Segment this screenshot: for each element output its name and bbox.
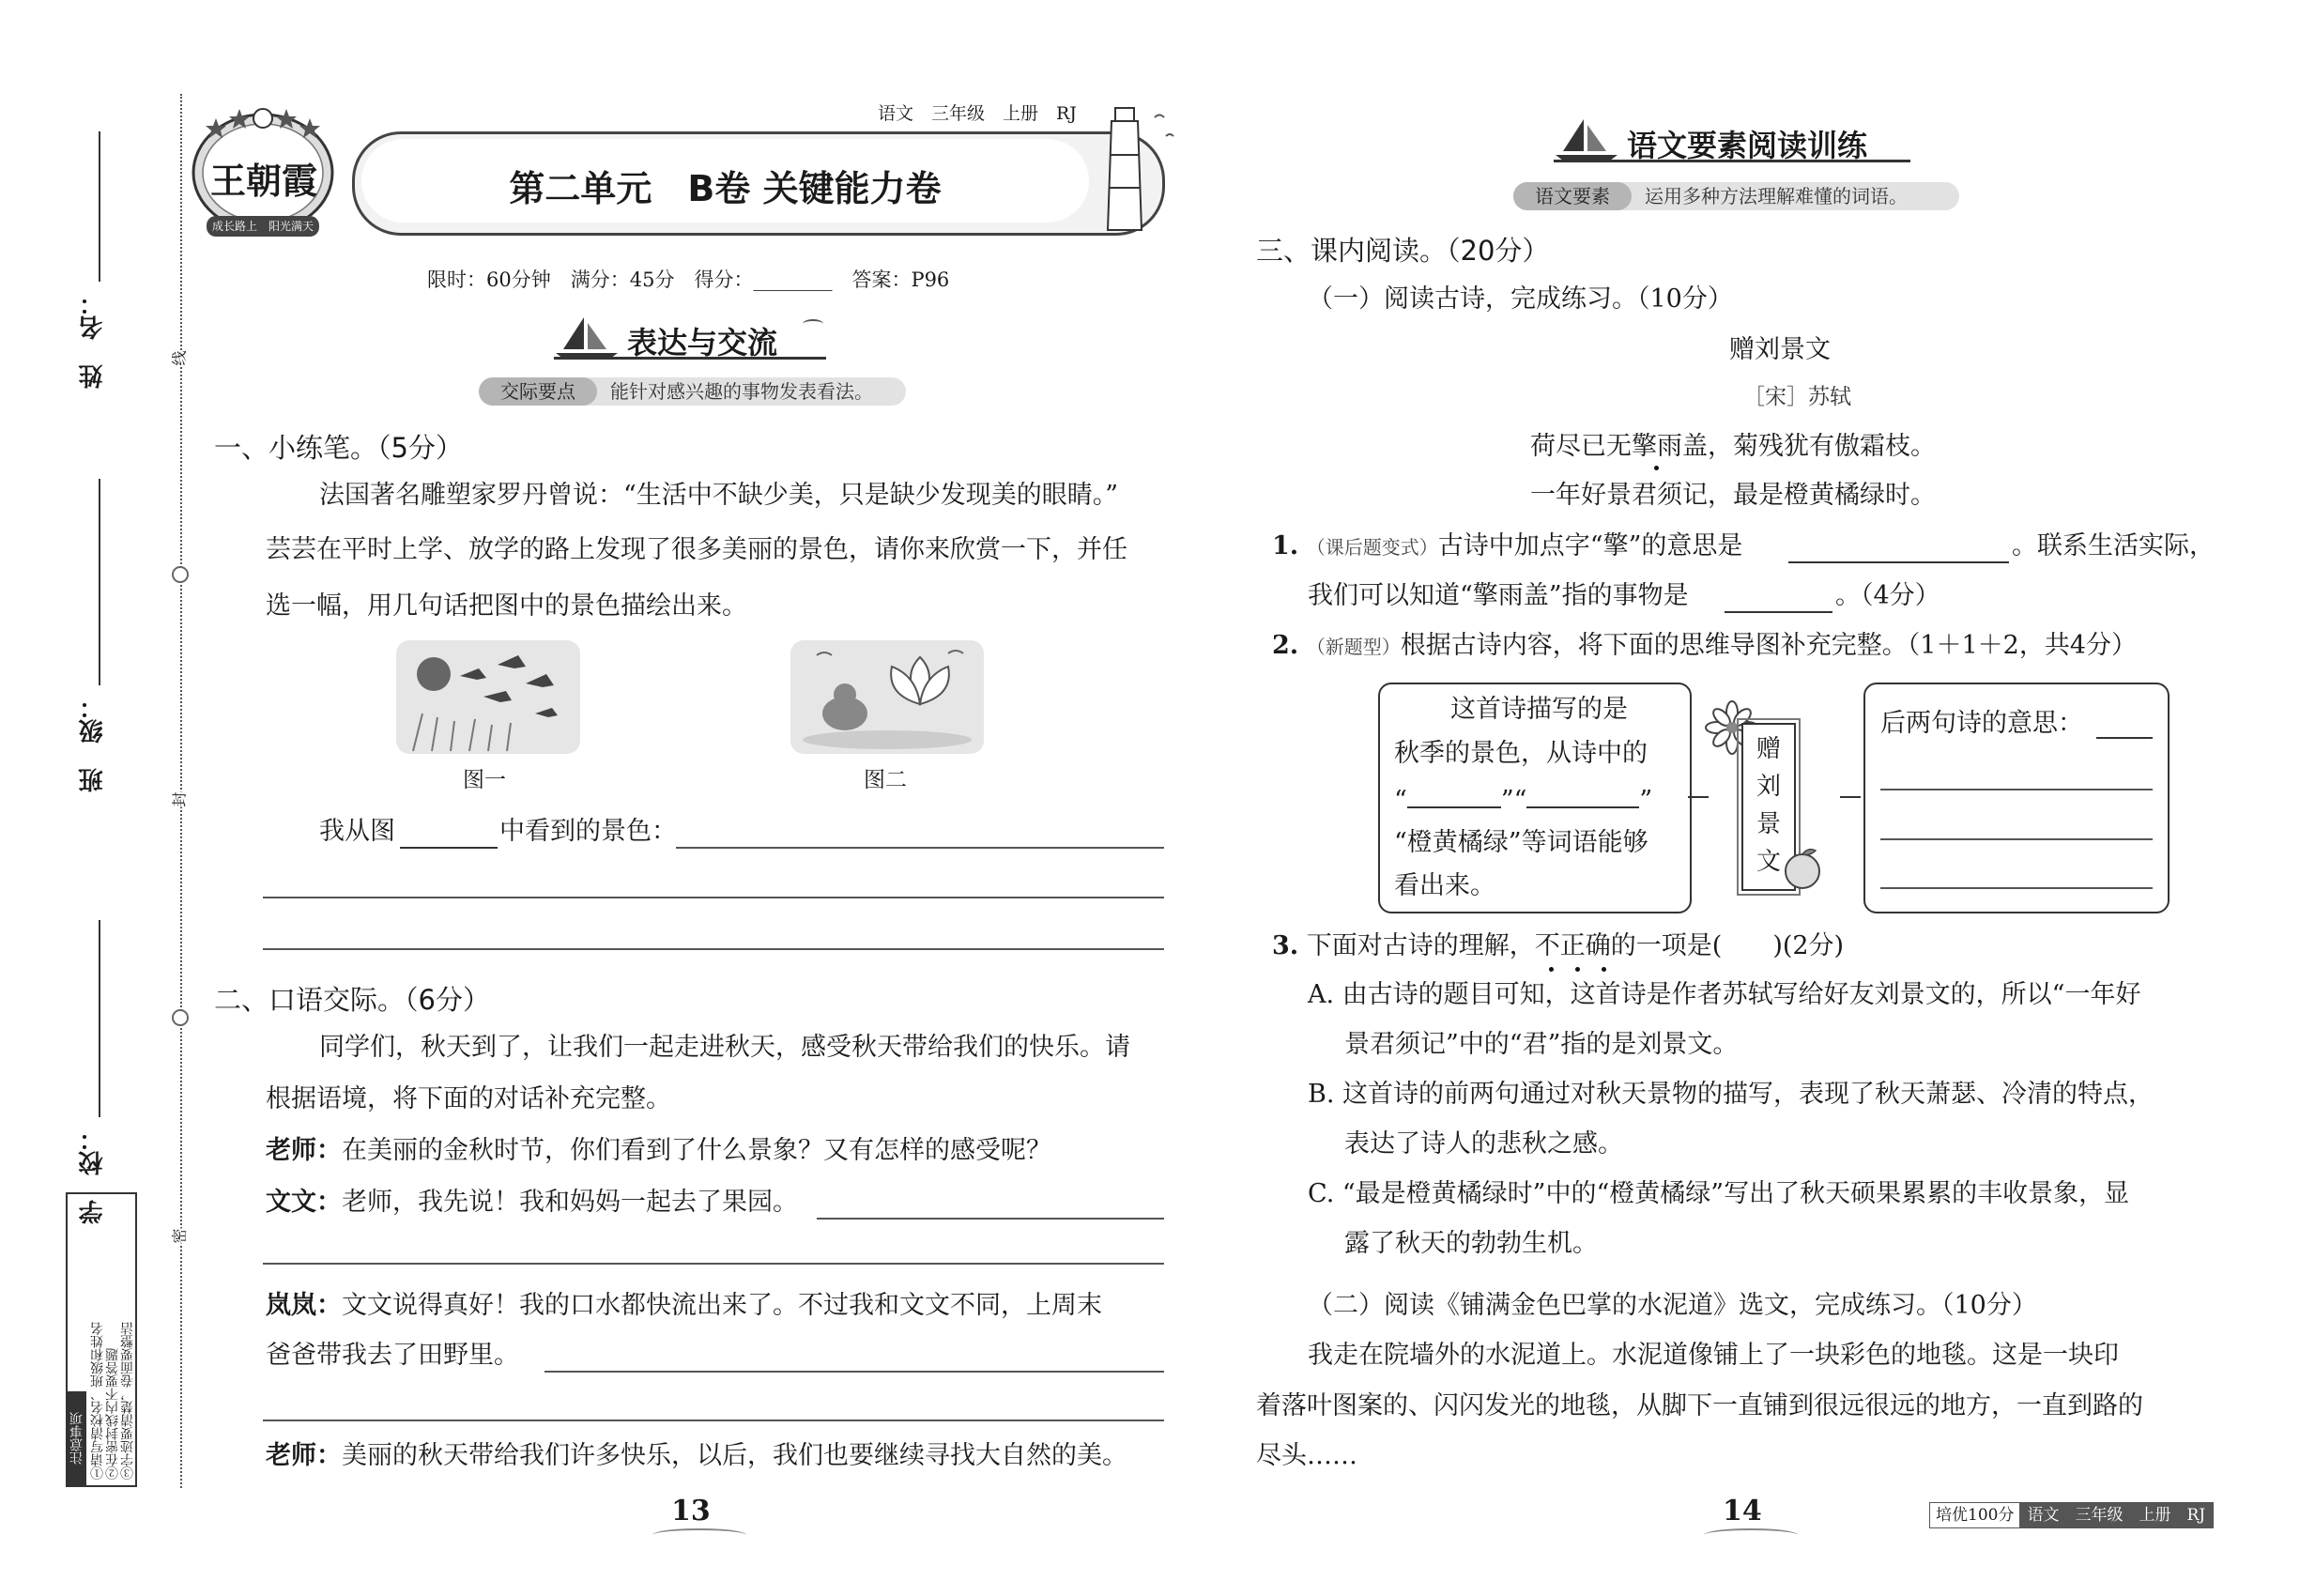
rq3-number: 3.: [1272, 931, 1299, 960]
cut-char-1: 线: [168, 350, 190, 365]
rq1-text-a: 古诗中加点字“擎”的意思是: [1437, 531, 1743, 560]
rq1-text-b: 。联系生活实际，: [2012, 531, 2215, 560]
section-title-right: 语文要素阅读训练: [1627, 128, 1868, 163]
class-field[interactable]: [99, 479, 100, 685]
page-number-right: 14: [1723, 1495, 1762, 1527]
badge-label-right: 语文要素: [1513, 182, 1632, 210]
mindmap-left-line-4: “橙黄橘绿”等词语能够: [1394, 828, 1648, 857]
option-a-line-2: 景君须记”中的“君”指的是刘景文。: [1344, 1030, 1739, 1059]
emphasis-dot: [1654, 466, 1659, 470]
school-field[interactable]: [99, 920, 100, 1117]
option-b-line-2: 表达了诗人的悲秋之感。: [1344, 1129, 1623, 1159]
badge-text-right: 运用多种方法理解难懂的词语。: [1645, 185, 1908, 207]
brand-slogan: 成长路上 阳光满天: [211, 220, 314, 233]
rq3-text: 下面对古诗的理解，不正确的一项是( )(2分): [1306, 931, 1845, 960]
rq2-text: 根据古诗内容，将下面的思维导图补充完整。（1＋1＋2，共4分）: [1400, 631, 2137, 660]
dialog-line-lanlan: [266, 1291, 1102, 1321]
answer-line[interactable]: [263, 1263, 1164, 1265]
mindmap-right-line[interactable]: [1880, 887, 2153, 889]
part2-heading: （二）阅读《铺满金色巴掌的水泥道》选文，完成练习。（10分）: [1308, 1291, 2037, 1320]
q2-line-2: 根据语境，将下面的对话补充完整。: [266, 1084, 671, 1113]
rq1-text-d: 。（4分）: [1835, 581, 1940, 610]
class-label: 班 级：: [79, 695, 107, 792]
q3-heading: 三、课内阅读。（20分）: [1256, 235, 1550, 267]
q1-prompt-a: 我从图: [319, 817, 395, 846]
q1-line-3: 选一幅，用几句话把图中的景色描绘出来。: [266, 591, 747, 621]
q1-line-1: 法国著名雕塑家罗丹曾说：“生活中不缺少美，只是缺少发现美的眼睛。”: [319, 481, 1119, 510]
footer-tag: [1929, 1502, 2214, 1528]
option-a-label: A.: [1308, 980, 1335, 1009]
option-c[interactable]: [1308, 1179, 2129, 1209]
mindmap-center-char-3: 景: [1756, 810, 1781, 838]
q2-line-1: 同学们，秋天到了，让我们一起走进秋天，感受秋天带给我们的快乐。请: [319, 1033, 1130, 1062]
passage-line-2: 着落叶图案的、闪闪发光的地毯，从脚下一直铺到很远很远的地方，一直到路的: [1256, 1391, 2143, 1420]
answer-line[interactable]: [263, 948, 1164, 950]
figure-1-geese-image: [394, 638, 582, 756]
mindmap-left-line-1: 这首诗描写的是: [1450, 695, 1628, 724]
page-number-swoosh: [652, 1528, 746, 1542]
mindmap-blank-2[interactable]: [1526, 784, 1639, 808]
page-title: 第二单元 B卷 关键能力卷: [509, 168, 942, 209]
page-number-swoosh: [1704, 1528, 1798, 1542]
q1-prompt-b: 中看到的景色：: [499, 817, 677, 846]
mindmap-left-line-2: 秋季的景色，从诗中的: [1394, 739, 1648, 768]
name-field[interactable]: [99, 131, 100, 282]
footer-tag-label: 培优100分: [1930, 1503, 2019, 1527]
notice-item-3: ③字迹要清楚，卷面要整洁: [120, 1322, 135, 1480]
option-b[interactable]: [1308, 1080, 2154, 1110]
option-b-line-1: 这首诗的前两句通过对秋天景物的描写，表现了秋天萧瑟、冷清的特点，: [1342, 1080, 2154, 1109]
orange-fruit-icon: [1779, 845, 1826, 892]
quote-mid: ”“: [1500, 786, 1527, 815]
section-title-left: 表达与交流: [627, 325, 778, 361]
footer-tag-meta: 语文 三年级 上册 RJ: [2019, 1503, 2213, 1527]
mindmap-center-char-2: 刘: [1756, 773, 1781, 801]
section-underline: [1554, 160, 1910, 162]
answer-line[interactable]: [263, 897, 1164, 898]
header-meta: 语文 三年级 上册 RJ: [878, 103, 1077, 124]
badge-label-left: 交际要点: [479, 377, 597, 406]
rq3-line: [1272, 931, 1844, 961]
poem-author: ［宋］苏轼: [1743, 385, 1851, 409]
option-c-label: C.: [1308, 1179, 1335, 1208]
option-c-line-1: “最是橙黄橘绿时”中的“橙黄橘绿”写出了秋天硕果累累的丰收景象，显: [1342, 1179, 2130, 1208]
speaker-teacher: 老师：: [266, 1136, 342, 1165]
ring-icon: [172, 566, 189, 583]
page-number-left: 13: [671, 1495, 711, 1527]
wave-icon: [803, 319, 823, 329]
mindmap-blank-1[interactable]: [1407, 784, 1501, 808]
option-a-line-1: 由古诗的题目可知，这首诗是作者苏轼写给好友刘景文的，所以“一年好: [1342, 980, 2141, 1009]
speaker-teacher: 老师：: [266, 1441, 342, 1470]
badge-text-left: 能针对感兴趣的事物发表看法。: [610, 380, 873, 403]
mindmap-right-line[interactable]: [1880, 838, 2153, 840]
school-label: 学 校：: [79, 1127, 107, 1224]
figure-number-blank[interactable]: [400, 847, 498, 849]
q1-heading: 一、小练笔。（5分）: [214, 432, 463, 464]
lighthouse-icon: [1080, 99, 1183, 239]
figure-1-caption: 图一: [463, 768, 506, 792]
emphasis-dot: [1549, 967, 1554, 972]
notice-item-1: ①请写清校名、班级和姓名: [90, 1322, 105, 1480]
rq1-number: 1.: [1272, 531, 1299, 560]
answer-line[interactable]: [676, 847, 1164, 849]
dialog-text: 文文说得真好！我的口水都快流出来了。不过我和文文不同，上周末: [342, 1291, 1102, 1320]
brand-logo: [188, 105, 338, 246]
part1-heading: （一）阅读古诗，完成练习。（10分）: [1308, 284, 1733, 314]
notice-item-2: ②在密封线内不要答题: [105, 1348, 120, 1480]
figure-2-caption: 图二: [864, 768, 907, 792]
quote-open: “: [1394, 786, 1407, 815]
mindmap-center-char-1: 赠: [1756, 735, 1781, 763]
passage-line-3: 尽头……: [1256, 1441, 1357, 1470]
mindmap-right-title: 后两句诗的意思：: [1880, 709, 2083, 738]
rq1-text-c: 我们可以知道“擎雨盖”指的事物是: [1308, 581, 1689, 610]
notice-box: [66, 1192, 137, 1487]
speaker-wenwen: 文文：: [266, 1188, 342, 1217]
option-c-line-2: 露了秋天的勃勃生机。: [1344, 1229, 1598, 1258]
mindmap-left-line-3: [1394, 784, 1652, 816]
notice-title: 注意事项: [68, 1391, 86, 1485]
emphasis-dot: [1575, 967, 1580, 972]
exam-info: 限时：60分钟 满分：45分 得分：________ 答案：P96: [427, 269, 950, 291]
rq1-tag: （课后题变式）: [1306, 536, 1438, 559]
binding-margin: [56, 94, 197, 1502]
mindmap-right-blank[interactable]: [2096, 737, 2153, 739]
speaker-lanlan: 岚岚：: [266, 1291, 342, 1320]
poem-title: 赠刘景文: [1729, 335, 1831, 364]
dialog-line-lanlan-cont: 爸爸带我去了田野里。: [266, 1341, 519, 1370]
emphasis-dot: [1602, 967, 1606, 972]
rq2-line: [1272, 631, 2137, 661]
section-underline: [554, 357, 826, 360]
option-b-label: B.: [1308, 1080, 1335, 1109]
answer-line[interactable]: [263, 1420, 1164, 1421]
passage-line-1: 我走在院墙外的水泥道上。水泥道像铺上了一块彩色的地毯。这是一块印: [1308, 1341, 2119, 1370]
sailboat-icon: [554, 315, 620, 361]
dialog-line-teacher-1: [266, 1136, 1051, 1166]
answer-line[interactable]: [544, 1371, 1164, 1373]
dialog-text: 老师，我先说！我和妈妈一起去了果园。: [342, 1188, 798, 1217]
mindmap-connector: [1688, 796, 1709, 798]
cut-char-3: 密: [168, 1228, 190, 1243]
ring-icon: [172, 1009, 189, 1026]
poem-line-1: 荷尽已无擎雨盖，菊残犹有傲霜枝。: [1530, 432, 1936, 461]
cut-char-2: 封: [168, 791, 190, 806]
rq2-tag: （新题型）: [1306, 636, 1401, 658]
rq1-blank-2[interactable]: [1725, 611, 1832, 613]
mindmap-center-char-4: 文: [1756, 848, 1781, 876]
mindmap-connector: [1840, 796, 1861, 798]
rq1-blank-1[interactable]: [1788, 561, 2009, 563]
q1-line-2: 芸芸在平时上学、放学的路上发现了很多美丽的景色，请你来欣赏一下，并任: [266, 535, 1127, 564]
q2-heading: 二、口语交际。（6分）: [214, 984, 490, 1016]
quote-close: ”: [1639, 786, 1653, 815]
rq2-number: 2.: [1272, 631, 1299, 660]
option-a[interactable]: [1308, 980, 2141, 1010]
answer-line[interactable]: [817, 1218, 1164, 1220]
poem-line-2: 一年好景君须记，最是橙黄橘绿时。: [1530, 481, 1936, 510]
brand-name: 王朝霞: [209, 160, 317, 202]
mindmap-right-line[interactable]: [1880, 789, 2153, 790]
name-label: 姓 名：: [79, 291, 107, 389]
dialog-text: 美丽的秋天带给我们许多快乐，以后，我们也要继续寻找大自然的美。: [342, 1441, 1127, 1470]
sailboat-icon: [1554, 117, 1619, 162]
rq1-line-1: [1272, 531, 1742, 561]
mindmap-left-line-5: 看出来。: [1394, 871, 1495, 900]
figure-2-lotus-image: [789, 638, 986, 756]
dialog-line-teacher-2: [266, 1441, 1127, 1471]
dialog-line-wenwen: [266, 1188, 798, 1218]
dialog-text: 在美丽的金秋时节，你们看到了什么景象？又有怎样的感受呢？: [342, 1136, 1051, 1165]
